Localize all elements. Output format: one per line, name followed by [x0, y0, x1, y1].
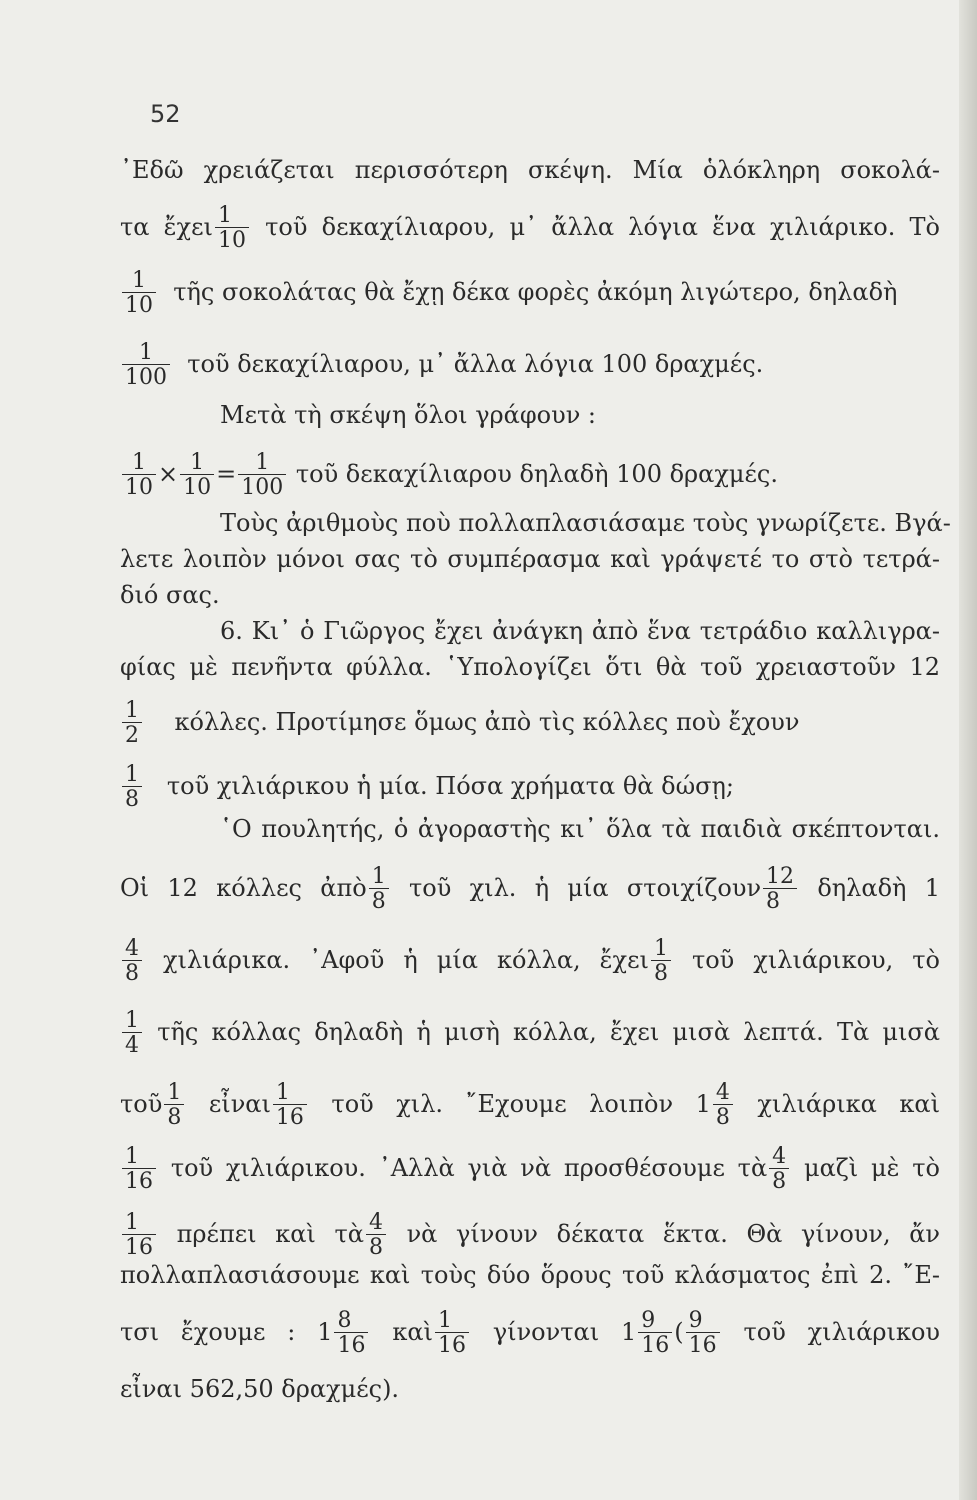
fraction: $\frac{1}{16}$	[122, 1212, 156, 1259]
fraction: $\frac{4}{8}$	[713, 1082, 733, 1129]
fraction: $\frac{1}{2}$	[122, 700, 142, 747]
text-line: εἶναι 562,50 δραχμές).	[120, 1375, 400, 1403]
text-line: 6. Κι᾿ ὁ Γιῶργος ἔχει ἀνάγκη ἀπὸ ἕνα τετράδιο καλλιγρα-	[220, 617, 940, 645]
text-line: τσι ἔχουμε : 1 $\frac{8}{16}$ καὶ $\frac{1}{16}$ γίνονται 1 $\frac{9}{16}$ ( $\frac{9}{16}$ τοῦ χιλιάρικου	[120, 1308, 940, 1358]
fraction: $\frac{1}{4}$	[122, 1010, 142, 1057]
text-line: $\frac{1}{100}$ τοῦ δεκαχίλιαρου, μ᾿ ἄλλα λόγια 100 δραχμές.	[120, 342, 940, 389]
text-line: $\frac{1}{16}$ τοῦ χιλιάρικου. ᾿Αλλὰ γιὰ νὰ προσθέσουμε τὰ $\frac{4}{8}$ μαζὶ μὲ τὸ	[120, 1146, 940, 1193]
text-line: Μετὰ τὴ σκέψη ὅλοι γράφουν :	[220, 401, 597, 429]
fraction: $\frac{4}{8}$	[366, 1212, 386, 1259]
equation-line: $\frac{1}{10}$ × $\frac{1}{10}$ = $\frac{1}{100}$ τοῦ δεκαχίλιαρου δηλαδὴ 100 δραχμές.	[120, 452, 940, 499]
text-line: ῾Ο πουλητής, ὁ ἀγοραστὴς κι᾿ ὅλα τὰ παιδιὰ σκέπτονται.	[220, 815, 940, 843]
text-line: λετε λοιπὸν μόνοι σας τὸ συμπέρασμα καὶ γράψετέ το στὸ τετρά-	[120, 545, 940, 573]
equals-sign: =	[216, 460, 237, 488]
fraction: $\frac{1}{8}$	[651, 938, 671, 985]
text-line: $\frac{1}{16}$ πρέπει καὶ τὰ $\frac{4}{8}$ νὰ γίνουν δέκατα ἕκτα. Θὰ γίνουν, ἄν	[120, 1212, 940, 1259]
text-line: Οἱ 12 κόλλες ἀπὸ $\frac{1}{8}$ τοῦ χιλ. ἡ μία στοιχίζουν $\frac{12}{8}$ δηλαδὴ 1	[120, 864, 940, 914]
fraction: $\frac{1}{16}$	[273, 1082, 307, 1129]
fraction: $\frac{9}{16}$	[686, 1310, 720, 1357]
fraction: $\frac{1}{10}$	[215, 205, 249, 252]
text-line: $\frac{1}{8}$ τοῦ χιλιάρικου ἡ μία. Πόσα χρήματα θὰ δώσῃ;	[120, 764, 940, 811]
text-line: τοῦ $\frac{1}{8}$ εἶναι $\frac{1}{16}$ τοῦ χιλ. ῎Εχουμε λοιπὸν 1 $\frac{4}{8}$ χιλιάρικα καὶ	[120, 1080, 940, 1130]
fraction: $\frac{4}{8}$	[122, 938, 142, 985]
fraction: $\frac{8}{16}$	[334, 1310, 368, 1357]
text-line: $\frac{4}{8}$ χιλιάρικα. ᾿Αφοῦ ἡ μία κόλλα, ἔχει $\frac{1}{8}$ τοῦ χιλιάρικου, τὸ	[120, 938, 940, 985]
times-sign: ×	[158, 460, 179, 488]
scan-edge	[959, 0, 977, 1500]
text-line: φίας μὲ πενῆντα φύλλα. ῾Υπολογίζει ὅτι θὰ τοῦ χρειαστοῦν 12	[120, 653, 940, 681]
text-line: $\frac{1}{10}$ τῆς σοκολάτας θὰ ἔχῃ δέκα φορὲς ἀκόμη λιγώτερο, δηλαδὴ	[120, 270, 940, 317]
fraction: $\frac{1}{8}$	[369, 866, 389, 913]
text-line: ᾿Εδῶ χρειάζεται περισσότερη σκέψη. Μία ὁλόκληρη σοκολά-	[120, 156, 940, 184]
text-line: $\frac{1}{4}$ τῆς κόλλας δηλαδὴ ἡ μισὴ κόλλα, ἔχει μισὰ λεπτά. Τὰ μισὰ	[120, 1010, 940, 1057]
text-line: $\frac{1}{2}$ κόλλες. Προτίμησε ὅμως ἀπὸ τὶς κόλλες ποὺ ἔχουν	[120, 700, 940, 747]
fraction: $\frac{1}{10}$	[122, 270, 156, 317]
fraction: $\frac{4}{8}$	[769, 1146, 789, 1193]
fraction: $\frac{1}{16}$	[122, 1146, 156, 1193]
page-number: 52	[150, 100, 181, 128]
fraction: $\frac{1}{10}$	[122, 452, 156, 499]
fraction: $\frac{12}{8}$	[763, 866, 797, 913]
fraction: $\frac{1}{8}$	[122, 764, 142, 811]
fraction: $\frac{1}{16}$	[435, 1310, 469, 1357]
text-line: διό σας.	[120, 581, 220, 609]
fraction: $\frac{1}{100}$	[122, 342, 170, 389]
text-line: Τοὺς ἀριθμοὺς ποὺ πολλαπλασιάσαμε τοὺς γνωρίζετε. Βγά-	[220, 509, 951, 537]
fraction: $\frac{1}{10}$	[180, 452, 214, 499]
fraction: $\frac{9}{16}$	[638, 1310, 672, 1357]
fraction: $\frac{1}{100}$	[238, 452, 286, 499]
fraction: $\frac{1}{8}$	[164, 1082, 184, 1129]
page-body	[120, 0, 951, 1500]
text-line: πολλαπλασιάσουμε καὶ τοὺς δύο ὅρους τοῦ κλάσματος ἐπὶ 2. ῎Ε-	[120, 1261, 940, 1289]
text-line: τα ἔχει $\frac{1}{10}$ τοῦ δεκαχίλιαρου, μ᾿ ἄλλα λόγια ἕνα χιλιάρικο. Τὸ	[120, 203, 941, 253]
